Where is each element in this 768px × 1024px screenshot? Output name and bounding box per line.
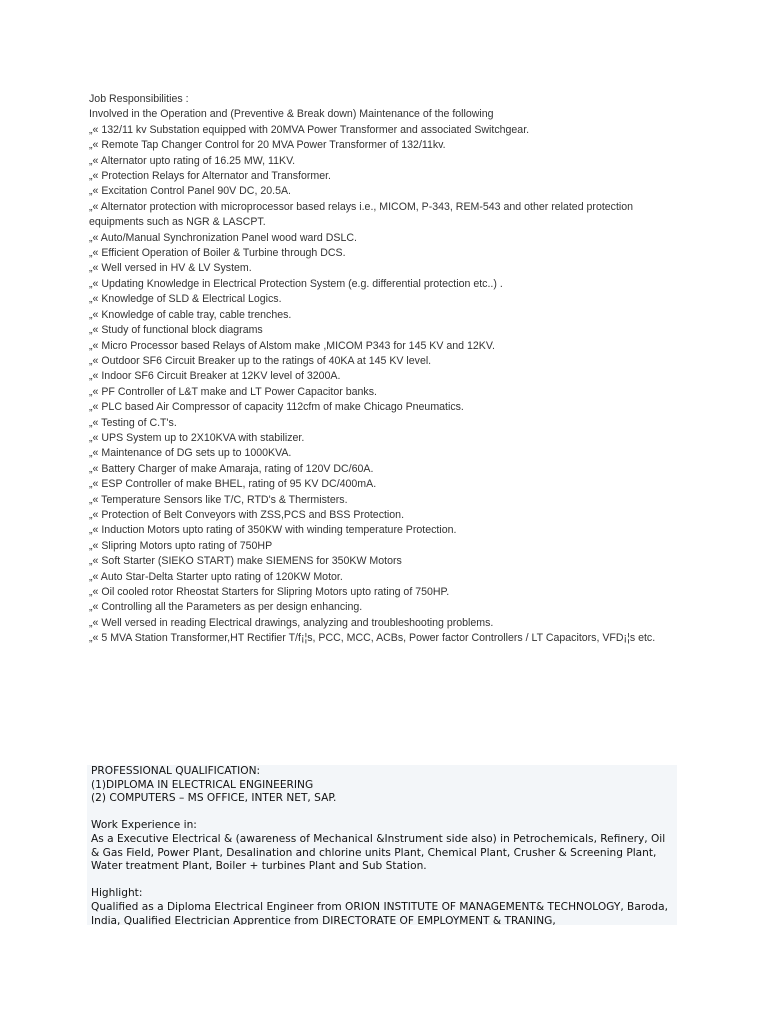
bullet-marker: „« — [89, 247, 99, 260]
bullet-marker: „« — [89, 170, 99, 183]
bullet-marker: „« — [89, 277, 99, 290]
bullet-marker: „« — [89, 339, 99, 352]
bullet-marker: „« — [89, 231, 99, 244]
list-item — [89, 169, 689, 184]
bullet-marker: „« — [89, 154, 99, 167]
list-item-text: Study of functional block diagrams — [98, 324, 263, 337]
list-item — [89, 339, 689, 354]
bullet-marker: „« — [89, 632, 99, 645]
bullet-marker: „« — [89, 370, 99, 383]
list-item — [89, 523, 689, 538]
list-item-text: Auto Star-Delta Starter upto rating of 120KW Motor. — [98, 570, 343, 583]
bullet-marker: „« — [89, 185, 99, 198]
list-item-text: Soft Starter (SIEKO START) make SIEMENS for 350KW Motors — [98, 555, 402, 568]
job-responsibilities-section — [89, 92, 689, 647]
list-item-text: Oil cooled rotor Rheostat Starters for Slipring Motors upto rating of 750HP. — [98, 586, 450, 598]
list-item — [89, 354, 689, 369]
bullet-marker: „« — [89, 462, 99, 475]
list-item — [89, 431, 689, 446]
list-item-text: Protection Relays for Alternator and Transformer. — [98, 170, 332, 183]
list-item — [89, 616, 689, 631]
qualification-item: (1)DIPLOMA IN ELECTRICAL ENGINEERING — [91, 778, 314, 791]
list-item — [89, 585, 689, 600]
list-item — [89, 385, 689, 400]
list-item-text: Protection of Belt Conveyors with ZSS,PCS and BSS Protection. — [98, 508, 405, 521]
bullet-marker: „« — [89, 293, 99, 306]
list-item — [89, 493, 689, 508]
bullet-marker: „« — [89, 493, 99, 506]
bullet-marker: „« — [89, 570, 99, 583]
work-experience-heading: Work Experience in: — [91, 819, 197, 832]
list-item-text: 5 MVA Station Transformer,HT Rectifier T/f¡¦s, PCC, MCC, ACBs, Power factor Controllers / LT Capacitors, VFD¡¦s etc. — [98, 632, 656, 645]
list-item — [89, 138, 689, 153]
list-item-text: Updating Knowledge in Electrical Protection System (e.g. differential protection etc..) . — [98, 277, 503, 290]
list-item — [89, 369, 689, 384]
list-item — [89, 508, 689, 523]
bullet-marker: „« — [89, 447, 99, 460]
highlight-heading: Highlight: — [91, 887, 143, 900]
qualification-section — [87, 765, 677, 925]
bullet-marker: „« — [89, 586, 99, 598]
bullet-marker: „« — [89, 539, 99, 552]
list-item-text: Battery Charger of make Amaraja, rating of 120V DC/60A. — [98, 462, 374, 475]
list-item — [89, 570, 689, 585]
bullet-marker: „« — [89, 308, 99, 321]
bullet-marker: „« — [89, 601, 99, 614]
list-item — [89, 154, 689, 169]
highlight-text: Qualified as a Diploma Electrical Engineer from ORION INSTITUTE OF MANAGEMENT& TECHNOLOGY, Baroda, India, Qualified Electrician Apprentice from DIRECTORATE OF EMPLOYMENT & TRANING, — [91, 900, 669, 925]
list-item-text: PF Controller of L&T make and LT Power Capacitor banks. — [98, 385, 377, 398]
list-item-text: PLC based Air Compressor of capacity 112cfm of make Chicago Pneumatics. — [98, 401, 464, 414]
bullet-marker: „« — [89, 508, 99, 521]
list-item-text: Outdoor SF6 Circuit Breaker up to the ratings of 40KA at 145 KV level. — [98, 354, 432, 367]
list-item — [89, 261, 689, 276]
list-item — [89, 123, 689, 138]
list-item — [89, 292, 689, 307]
list-item — [89, 231, 689, 246]
list-item — [89, 631, 689, 646]
list-item — [89, 277, 689, 292]
list-item — [89, 184, 689, 199]
list-item-text: Auto/Manual Synchronization Panel wood ward DSLC. — [98, 231, 357, 244]
list-item-text: ESP Controller of make BHEL, rating of 95 KV DC/400mA. — [98, 478, 377, 491]
bullet-marker: „« — [89, 401, 99, 414]
bullet-marker: „« — [89, 416, 99, 429]
list-item-text: UPS System up to 2X10KVA with stabilizer. — [98, 431, 305, 444]
list-item-text: Micro Processor based Relays of Alstom make ,MICOM P343 for 145 KV and 12KV. — [98, 339, 495, 352]
list-item-text: Remote Tap Changer Control for 20 MVA Power Transformer of 132/11kv. — [98, 139, 446, 152]
bullet-marker: „« — [89, 262, 99, 275]
list-item — [89, 554, 689, 569]
list-item — [89, 477, 689, 492]
list-item — [89, 200, 689, 231]
list-item-text: Temperature Sensors like T/C, RTD's & Thermisters. — [98, 493, 348, 506]
bullet-marker: „« — [89, 555, 99, 568]
list-item — [89, 600, 689, 615]
bullet-marker: „« — [89, 354, 99, 367]
list-item-text: Slipring Motors upto rating of 750HP — [98, 539, 273, 552]
list-item-text: Maintenance of DG sets up to 1000KVA. — [98, 447, 292, 460]
qualification-heading: PROFESSIONAL QUALIFICATION: — [91, 765, 261, 777]
list-item-text: Alternator protection with microprocessor based relays i.e., MICOM, P-343, REM-543 and other related protection equipments such as NGR & LASCPT. — [89, 200, 634, 229]
list-item — [89, 308, 689, 323]
bullet-marker: „« — [89, 385, 99, 398]
list-item-text: Excitation Control Panel 90V DC, 20.5A. — [98, 185, 291, 198]
list-item — [89, 416, 689, 431]
bullet-marker: „« — [89, 431, 99, 444]
list-item — [89, 446, 689, 461]
job-responsibilities-heading: Job Responsibilities : — [89, 93, 189, 105]
list-item-text: Knowledge of SLD & Electrical Logics. — [98, 293, 282, 306]
job-responsibilities-intro: Involved in the Operation and (Preventive & Break down) Maintenance of the following — [89, 108, 494, 121]
list-item-text: Induction Motors upto rating of 350KW with winding temperature Protection. — [98, 524, 457, 537]
list-item-text: Efficient Operation of Boiler & Turbine through DCS. — [98, 247, 346, 260]
list-item — [89, 539, 689, 554]
list-item-text: Knowledge of cable tray, cable trenches. — [98, 308, 292, 321]
list-item-text: Controlling all the Parameters as per design enhancing. — [98, 601, 363, 614]
list-item-text: Well versed in reading Electrical drawings, analyzing and troubleshooting problems. — [98, 616, 494, 629]
list-item-text: Well versed in HV & LV System. — [98, 262, 252, 275]
list-item-text: 132/11 kv Substation equipped with 20MVA Power Transformer and associated Switchgear. — [98, 123, 530, 136]
list-item — [89, 462, 689, 477]
bullet-marker: „« — [89, 200, 99, 213]
qualification-item: (2) COMPUTERS – MS OFFICE, INTER NET, SAP. — [91, 792, 337, 805]
list-item-text: Testing of C.T's. — [98, 416, 177, 429]
bullet-marker: „« — [89, 616, 99, 629]
list-item — [89, 246, 689, 261]
bullet-marker: „« — [89, 324, 99, 337]
bullet-marker: „« — [89, 478, 99, 491]
work-experience-text: As a Executive Electrical & (awareness of Mechanical &Instrument side also) in Petrochemicals, Refinery, Oil & Gas Field, Power Plant, Desalination and chlorine units Plant, Chemical Plant, Crusher & Screening Plant, Water treatment Plant, Boiler + turbines Plant and Sub Station. — [91, 832, 666, 873]
responsibilities-list — [89, 123, 689, 647]
bullet-marker: „« — [89, 139, 99, 152]
list-item-text: Alternator upto rating of 16.25 MW, 11KV. — [98, 154, 296, 167]
list-item — [89, 323, 689, 338]
bullet-marker: „« — [89, 123, 99, 136]
bullet-marker: „« — [89, 524, 99, 537]
list-item — [89, 400, 689, 415]
list-item-text: Indoor SF6 Circuit Breaker at 12KV level of 3200A. — [98, 370, 341, 383]
